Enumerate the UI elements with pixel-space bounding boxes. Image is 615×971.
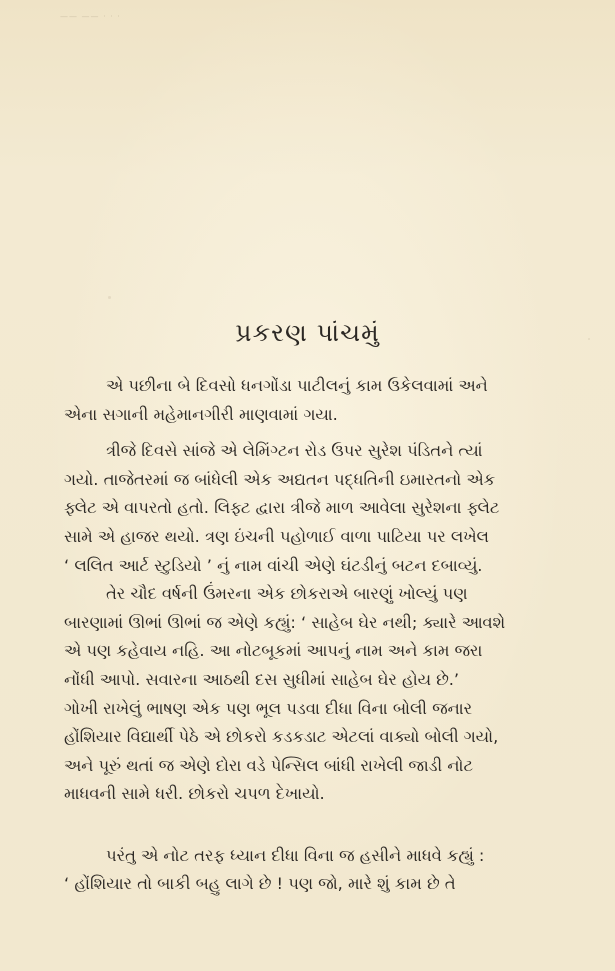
text-line: અને પૂરું થતાં જ એણે દોરા વડે પેન્સિલ બાંધી રાખેલી જાડી નોટ xyxy=(64,755,473,775)
text-line: સામે એ હાજર થયો. ત્રણ ઇંચની પહોળાઈ વાળા પાટિયા પર લખેલ xyxy=(64,526,489,546)
chapter-body xyxy=(64,372,598,899)
text-line xyxy=(64,809,598,838)
text-line: ગોખી રાખેલું ભાષણ એક પણ ભૂલ પડવા દીધા વિના બોલી જનાર xyxy=(64,698,473,718)
text-line: માધવની સામે ધરી. છોકરો ચપળ દેખાયો. xyxy=(64,784,325,804)
text-line: ‘ લલિત આર્ટ સ્ટુડિયો ’ નું નામ વાંચી એણે ઘંટડીનું બટન દબાવ્યું. xyxy=(64,555,483,575)
text-line: એ પછીના બે દિવસો ધનગોંડા પાટીલનું કામ ઉકેલવામાં અને xyxy=(106,376,488,395)
text-line: ગયો. તાજેતરમાં જ બાંધેલી એક અદ્યતન પદ્ધતિની ઇમારતનો એક xyxy=(64,469,495,489)
text-line: હોંશિયાર વિદ્યાર્થી પેઠે એ છોકરો કડકડાટ એટલાં વાક્યો બોલી ગયો, xyxy=(64,727,499,747)
chapter-title: પ્રકરણ પાંચમું xyxy=(235,318,380,347)
text-line: ‘ હોંશિયાર તો બાકી બહુ લાગે છે ! પણ જો, મારે શું કામ છે તે xyxy=(64,874,456,894)
text-line: બારણામાં ઊભાં ઊભાં જ એણે કહ્યું: ‘ સાહેબ ઘેર નથી; ક્યારે આવશે xyxy=(64,612,506,632)
text-line: એ પણ કહેવાય નહિ. આ નોટબૂકમાં આપનું નામ અને કામ જરા xyxy=(64,641,483,661)
paper-speck xyxy=(108,296,111,299)
text-line: પરંતુ એ નોટ તરફ ધ્યાન દીધા વિના જ હસીને માધવે કહ્યું : xyxy=(106,845,485,865)
text-line: ફ્લેટ એ વાપરતો હતો. લિફ્ટ દ્વારા ત્રીજે માળ આવેલા સુરેશના ફ્લેટ xyxy=(64,498,500,518)
text-line: એના સગાની મહેમાનગીરી માણવામાં ગયા. xyxy=(64,404,338,424)
text-line: નોંધી આપો. સવારના આઠથી દસ સુધીમાં સાહેબ ઘેર હોય છે.’ xyxy=(64,669,460,689)
text-line: તેર ચૌદ વર્ષની ઉંમરના એક છોકરાએ બારણું ખોલ્યું પણ xyxy=(106,584,468,604)
faded-page-header: —— —— · · · xyxy=(60,12,121,21)
text-line: ત્રીજે દિવસે સાંજે એ લેમિંગ્ટન રોડ ઉપર સુરેશ પંડિતને ત્યાં xyxy=(106,441,483,461)
